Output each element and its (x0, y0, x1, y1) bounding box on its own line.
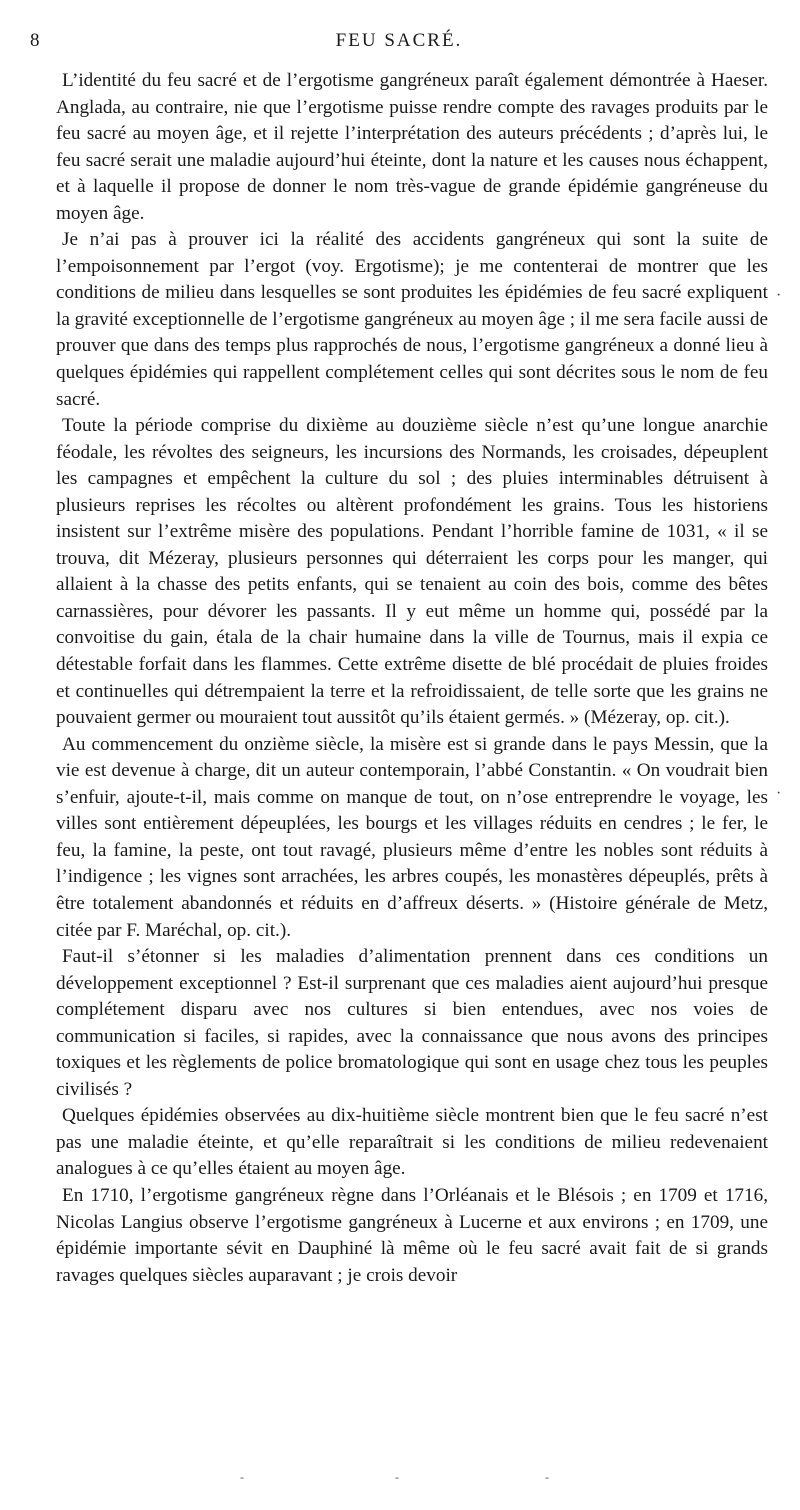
margin-mark: · (776, 785, 782, 802)
paragraph-3: Toute la période comprise du dixième au douzième siècle n’est qu’une longue anarchie féodale, les révoltes des seigneurs, les incursions des Normands, les croisades, dépeuplent les campagnes et empêchent la culture du sol ; des pluies interminables détruisent à plusieurs reprises les récoltes ou altèrent profondément les grains. Tous les historiens insistent sur l’extrême misère des populations. Pendant l’horrible famine de 1031, « il se trouva, dit Mézeray, plusieurs personnes qui déterraient les corps pour les manger, qui allaient à la chasse des petits enfants, qui se tenaient au coin des bois, comme des bêtes carnassières, pour dévorer les passants. Il y eut même un homme qui, possédé par la convoitise du gain, étala de la chair humaine dans la ville de Tournus, mais il expia ce détestable forfait dans les flammes. Cette extrême disette de blé procédait de pluies froides et continuelles qui détrempaient la terre et la refroidissaient, de telle sorte que les grains ne pouvaient germer ou mouraient tout aussitôt qu’ils étaient germés. » (Mézeray, op. cit.). (56, 415, 768, 729)
paragraph-6: Quelques épidémies observées au dix-huitième siècle montrent bien que le feu sacré n’est pas une maladie éteinte, et qu’elle reparaîtrait si les conditions de milieu redevenaient analogues à ce qu’elles étaient au moyen âge. (56, 1105, 768, 1180)
paragraph-1: L’identité du feu sacré et de l’ergotisme gangréneux paraît également démontrée à Haeser. Anglada, au contraire, nie que l’ergotisme puisse rendre compte des ravages produits par le feu sacré au moyen âge, et il rejette l’interprétation des auteurs précédents ; d’après lui, le feu sacré serait une maladie aujourd’hui éteinte, dont la nature et les causes nous échappent, et à laquelle il propose de donner le nom très-vague de grande épidémie gangréneuse du moyen âge. (56, 70, 768, 224)
footer-mark: - (545, 1470, 549, 1484)
paragraph-4: Au commencement du onzième siècle, la misère est si grande dans le pays Messin, que la vie est devenue à charge, dit un auteur contemporain, l’abbé Constantin. « On voudrait bien s’enfuir, ajoute-t-il, mais comme on manque de tout, on n’ose entreprendre le voyage, les villes sont entièrement dépeuplées, les bourgs et les villages réduits en cendres ; le fer, le feu, la famine, la peste, ont tout ravagé, plusieurs même d’entre les nobles sont réduits à l’indigence ; les vignes sont arrachées, les arbres coupés, les monastères dépeuplés, prêts à être totalement abandonnés et réduits en d’affreux déserts. » (Histoire générale de Metz, citée par F. Maréchal, op. cit.). (56, 733, 768, 941)
paragraph-7: En 1710, l’ergotisme gangréneux règne dans l’Orléanais et le Blésois ; en 1709 et 1716, Nicolas Langius observe l’ergotisme gangréneux à Lucerne et aux environs ; en 1709, une épidémie importante sévit en Dauphiné là même où le feu sacré avait fait de si grands ravages quelques siècles auparavant ; je crois devoir (56, 1184, 768, 1286)
paragraph-5: Faut-il s’étonner si les maladies d’alimentation prennent dans ces conditions un développement exceptionnel ? Est-il surprenant que ces maladies aient aujourd’hui presque complétement disparu avec nos cultures si bien entendues, avec nos voies de communication si faciles, si rapides, avec la connaissance que nous avons des principes toxiques et les règlements de police bromatologique qui sont en usage chez tous les peuples civilisés ? (56, 946, 768, 1100)
margin-mark: · (776, 287, 782, 304)
page-number: 8 (30, 30, 41, 51)
paragraph-2: Je n’ai pas à prouver ici la réalité des accidents gangréneux qui sont la suite de l’empoisonnement par l’ergot (voy. Ergotisme); je me contenterai de montrer que les conditions de milieu dans lesquelles se sont produites les épidémies de feu sacré expliquent la gravité exceptionnelle de l’ergotisme gangréneux au moyen âge ; il me sera facile aussi de prouver que dans des temps plus rapprochés de nous, l’ergotisme gangréneux a donné lieu à quelques épidémies qui rappellent complétement celles qui sont décrites sous le nom de feu sacré. (56, 229, 768, 410)
running-title: FEU SACRÉ. (335, 30, 463, 51)
body-text (56, 68, 768, 1289)
page-header (30, 30, 768, 60)
footer-mark: - (395, 1470, 399, 1484)
footer-mark: - (240, 1470, 244, 1484)
footer-marks (0, 1470, 800, 1482)
